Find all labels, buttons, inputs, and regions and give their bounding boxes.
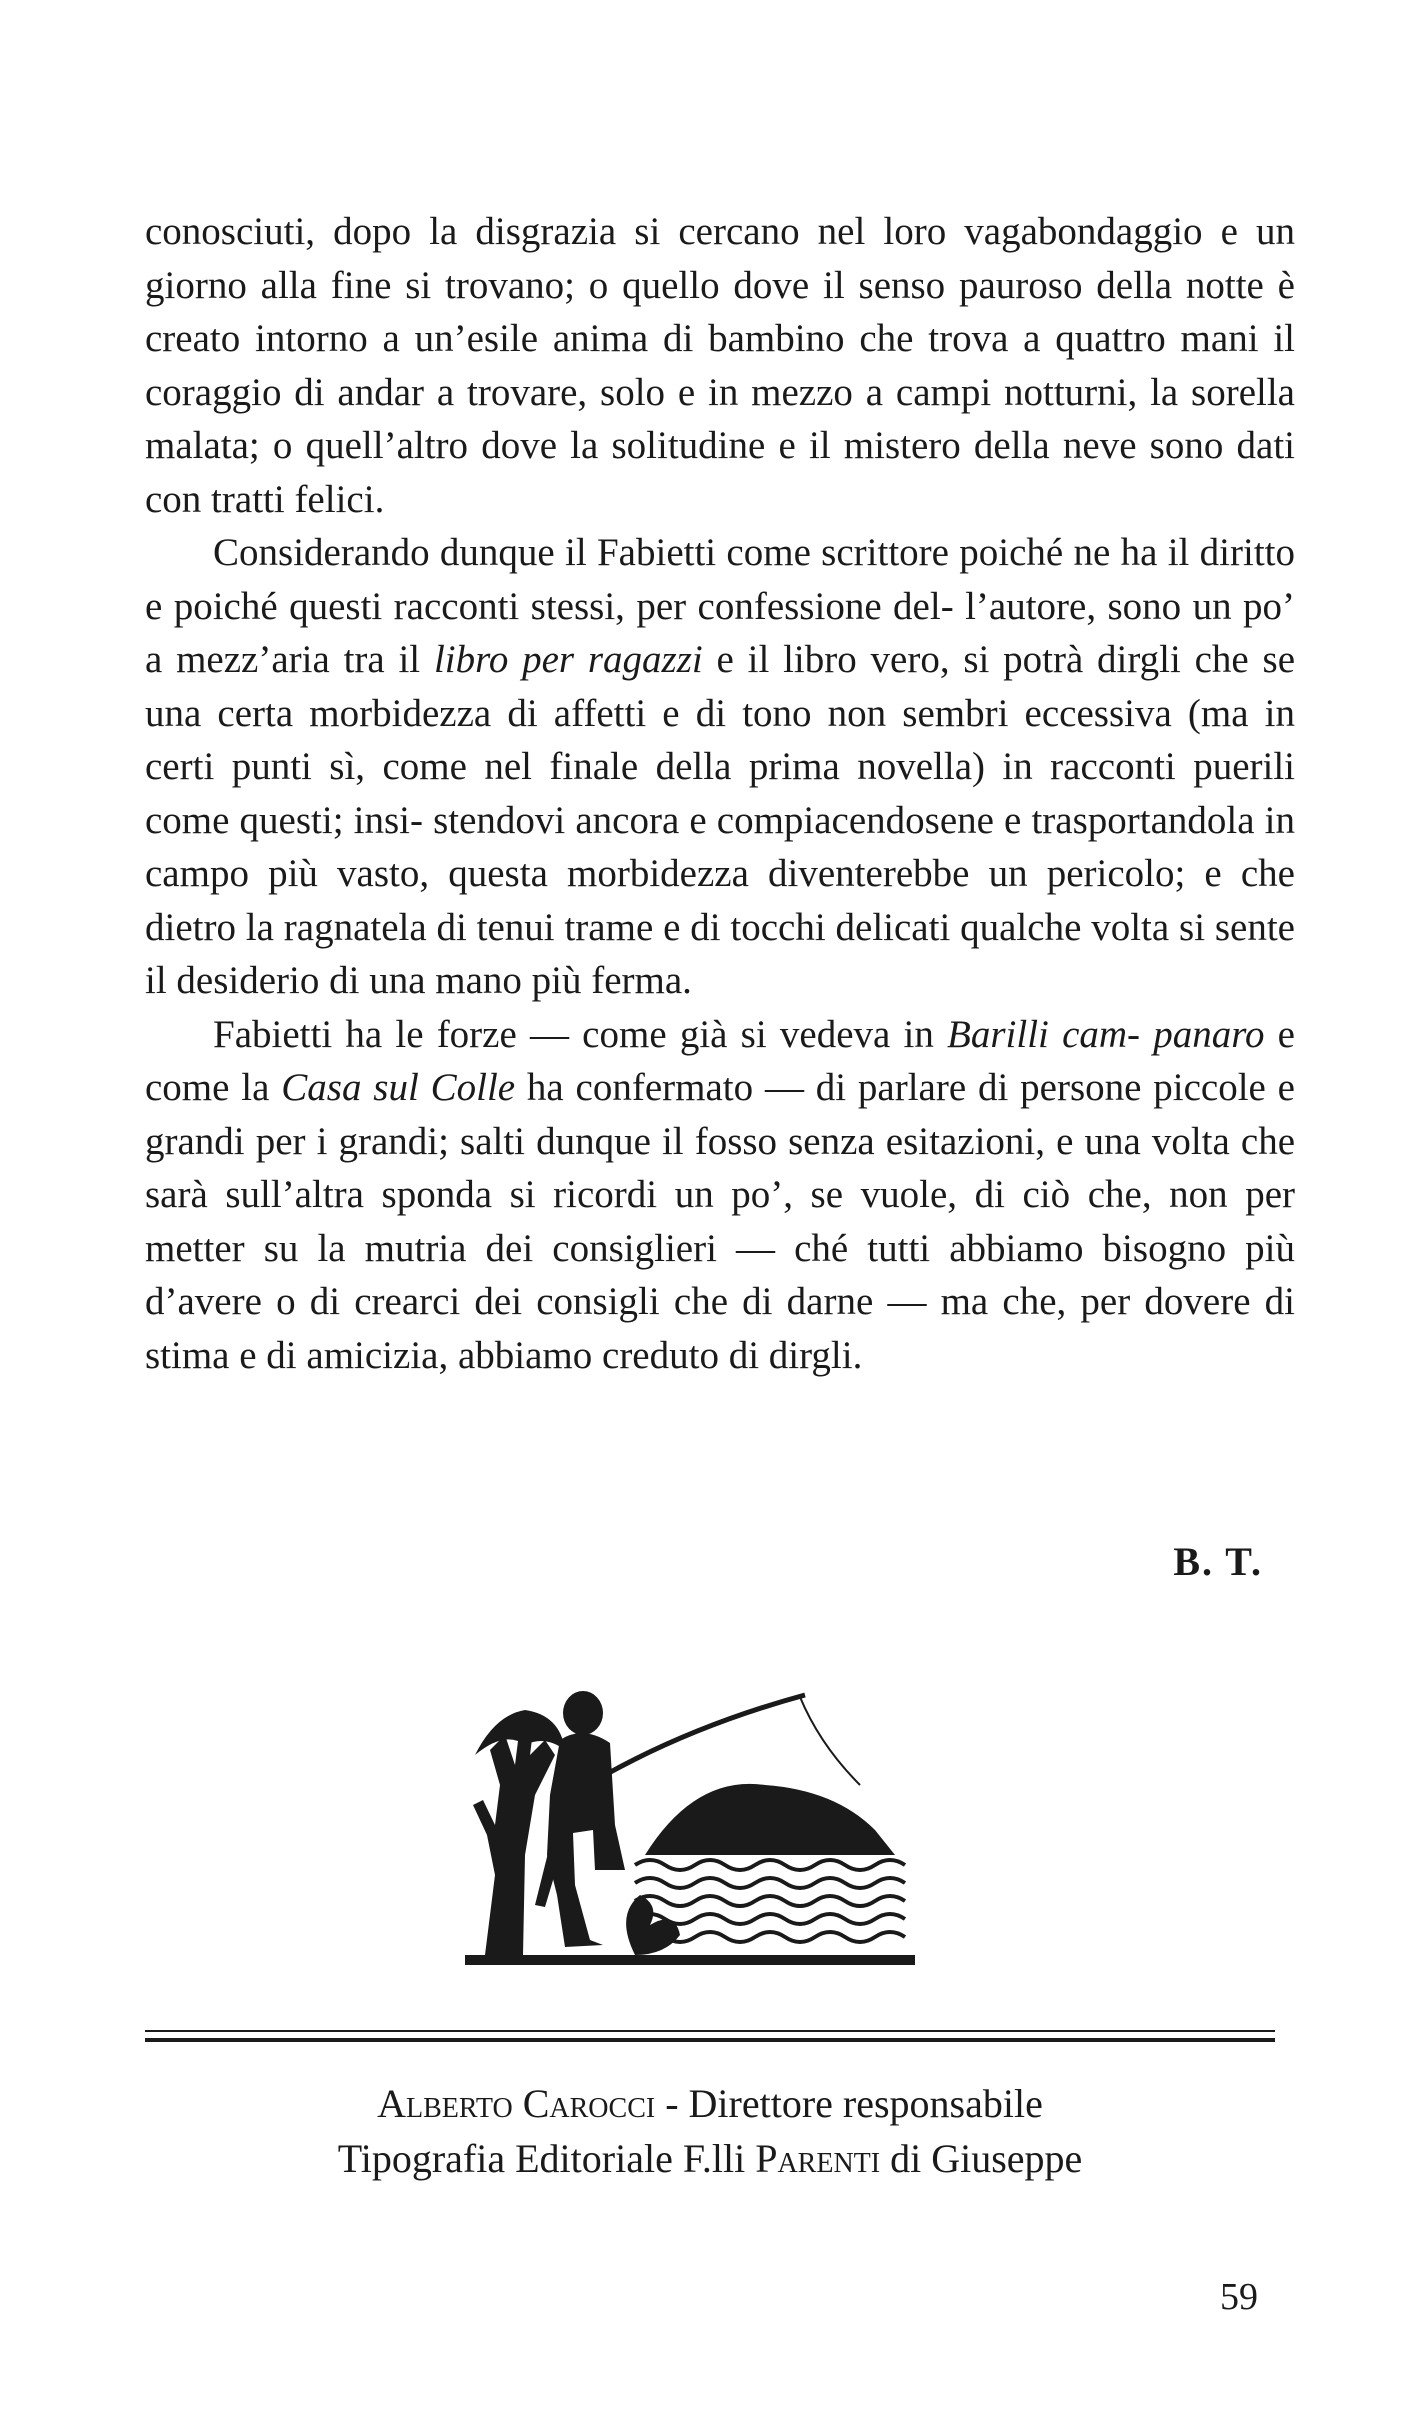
text-segment: e come la <box>145 1012 1295 1109</box>
author-signature: B. T. <box>1173 1539 1263 1584</box>
text-segment: Considerando dunque il Fabietti come scrittore poiché ne ha il diritto e poiché questi racconti stessi, per confessione del- l’autore, sono un po’ a mezz’aria tra il <box>145 531 1295 681</box>
italic-title: Casa sul Colle <box>281 1066 516 1109</box>
footer-rule-thin <box>145 2030 1275 2032</box>
page-number: 59 <box>1220 2276 1258 2318</box>
italic-title: libro per ragazzi <box>433 638 703 681</box>
italic-title: Barilli cam- panaro <box>947 1012 1265 1056</box>
text-segment: Fabietti ha le forze — come già si vedeva in <box>213 1012 948 1056</box>
imprint-printer <box>145 2135 1275 2182</box>
paragraph-2 <box>145 526 1295 1008</box>
text-segment: ha confermato — di parlare di persone piccole e grandi per i grandi; salti dunque il fosso senza esitazioni, e una volta che sarà sull’altra sponda si ricordi un po’, se vuole, di ciò che, non per metter su la mutria dei consiglieri — ché tutti abbiamo bisogno più d’avere o di crearci dei consigli che di darne — ma che, per dovere di stima e di amicizia, abbiamo creduto di dirgli. <box>145 1066 1295 1377</box>
printer-name: Parenti <box>755 2136 881 2181</box>
director-name: Alberto Carocci <box>377 2081 656 2126</box>
printer-suffix: di Giuseppe <box>890 2136 1083 2181</box>
fisherman-woodcut-icon <box>465 1655 915 1965</box>
imprint-director <box>145 2080 1275 2127</box>
text-segment: e il libro vero, si potrà dirgli che se una certa morbidezza di affetti e di tono non sembri eccessiva (ma in certi punti sì, come nel finale della prima novella) in racconti puerili come questi; insi- stendovi ancora e compiacendosene e trasportandola in campo più vasto, questa morbidezza diventerebbe un pericolo; e che dietro la ragnatela di tenui trame e di tocchi delicati qualche volta si sente il desiderio di una mano più ferma. <box>145 638 1296 1002</box>
body-text <box>145 205 1295 1382</box>
printer-prefix: Tipografia Editoriale F.lli <box>337 2136 746 2181</box>
paragraph-1 <box>145 205 1295 526</box>
director-role: - Direttore responsabile <box>665 2081 1043 2126</box>
footer-rule-thick <box>145 2038 1275 2042</box>
text-segment: conosciuti, dopo la disgrazia si cercano nel loro vagabondaggio e un giorno alla fine si trovano; o quello dove il senso pauroso della notte è creato intorno a un’esile anima di bambino che trova a quattro mani il coraggio di andar a trovare, solo e in mezzo a campi notturni, la sorella malata; o quell’altro dove la solitudine e il mistero della neve sono dati con tratti felici. <box>145 210 1295 521</box>
paragraph-3 <box>145 1008 1295 1383</box>
